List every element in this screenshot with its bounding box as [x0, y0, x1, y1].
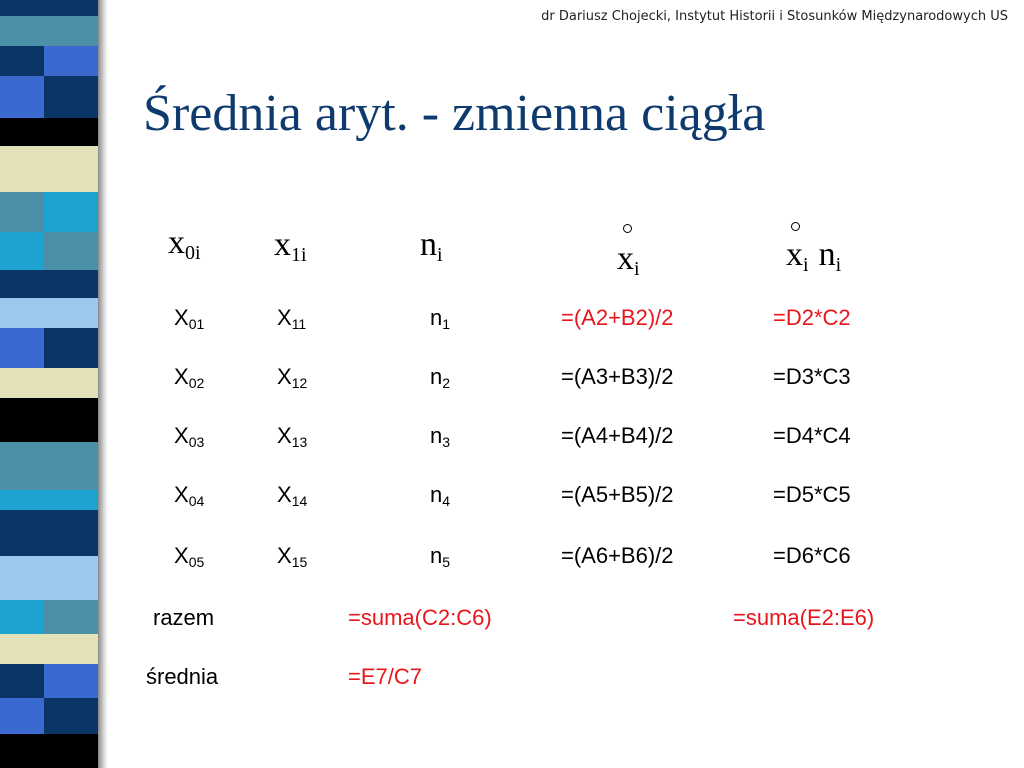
header-xini-sub1: i — [803, 254, 809, 276]
stripe-block — [0, 270, 44, 298]
midpoint-degree-mark — [623, 224, 632, 233]
cell-x0 — [174, 305, 204, 332]
stripe-block — [44, 398, 100, 442]
srednia-label: średnia — [146, 664, 219, 689]
cell-x1-base: X — [277, 423, 292, 448]
cell-x0 — [174, 423, 204, 450]
cell-n-sub: 1 — [442, 316, 451, 332]
stripe-block — [0, 328, 44, 368]
cell-n — [430, 305, 450, 332]
stripe-block — [44, 510, 100, 556]
razem-product-sum-formula: =suma(E2:E6) — [733, 605, 875, 630]
cell-x0 — [174, 364, 204, 391]
stripe-block — [0, 698, 44, 734]
cell-midpoint-formula: =(A3+B3)/2 — [561, 364, 674, 389]
cell-product-formula: =D6*C6 — [773, 543, 851, 568]
header-xini-sub2: i — [835, 254, 842, 276]
cell-n-base: n — [430, 305, 443, 330]
stripe-block — [44, 76, 100, 118]
razem-n-sum-formula: =suma(C2:C6) — [348, 605, 492, 630]
cell-x1-base: X — [277, 364, 292, 389]
header-xi-sub: i — [634, 258, 640, 280]
stripe-block — [44, 442, 100, 490]
cell-n — [430, 482, 450, 509]
author-attribution: dr Dariusz Chojecki, Instytut Historii i Stosunków Międzynarodowych US — [541, 9, 1008, 24]
stripe-shadow — [98, 0, 108, 768]
stripe-block — [0, 556, 44, 600]
stripe-block — [44, 600, 100, 634]
header-xi-base: x — [617, 240, 634, 277]
cell-x0 — [174, 482, 204, 509]
razem-label: razem — [153, 605, 215, 630]
stripe-block — [44, 368, 100, 398]
stripe-block — [0, 0, 44, 16]
cell-midpoint-formula: =(A5+B5)/2 — [561, 482, 674, 507]
stripe-block — [0, 118, 44, 146]
cell-midpoint-formula: =(A6+B6)/2 — [561, 543, 674, 568]
stripe-block — [44, 46, 100, 76]
cell-x1 — [277, 482, 307, 509]
stripe-block — [44, 490, 100, 510]
cell-x0-base: X — [174, 364, 189, 389]
stripe-block — [44, 298, 100, 328]
cell-x1-sub: 13 — [291, 434, 308, 450]
header-x0i — [168, 224, 201, 265]
stripe-block — [44, 192, 100, 232]
cell-x0-sub: 04 — [188, 493, 205, 509]
cell-n-sub: 3 — [442, 434, 451, 450]
cell-n-base: n — [430, 482, 443, 507]
header-x0i-sub: 0i — [185, 242, 201, 264]
stripe-block — [0, 442, 44, 490]
stripe-block — [0, 298, 44, 328]
stripe-block — [0, 232, 44, 270]
stripe-block — [44, 270, 100, 298]
cell-x0-base: X — [174, 423, 189, 448]
cell-n — [430, 364, 450, 391]
stripe-block — [0, 368, 44, 398]
stripe-block — [44, 664, 100, 698]
stripe-block — [0, 398, 44, 442]
cell-midpoint-formula: =(A2+B2)/2 — [561, 305, 674, 330]
cell-x0-base: X — [174, 305, 189, 330]
header-xini-base1: x — [786, 236, 803, 273]
stripe-block — [44, 0, 100, 16]
stripe-block — [0, 490, 44, 510]
cell-x0-base: X — [174, 543, 189, 568]
cell-x1 — [277, 543, 307, 570]
product-degree-mark — [791, 222, 800, 231]
cell-x0-sub: 03 — [188, 434, 205, 450]
stripe-block — [0, 634, 44, 664]
cell-product-formula: =D2*C2 — [773, 305, 851, 330]
cell-x1-base: X — [277, 482, 292, 507]
cell-x1 — [277, 364, 307, 391]
header-xi — [617, 240, 640, 281]
cell-x0 — [174, 543, 204, 570]
stripe-block — [0, 192, 44, 232]
header-ni — [420, 226, 443, 267]
cell-x1 — [277, 305, 306, 332]
stripe-block — [44, 556, 100, 600]
cell-n-base: n — [430, 423, 443, 448]
cell-n-sub: 2 — [442, 375, 451, 391]
stripe-block — [44, 146, 100, 192]
stripe-block — [0, 734, 44, 768]
header-x1i-base: x — [274, 226, 291, 263]
stripe-block — [44, 698, 100, 734]
cell-n-sub: 4 — [442, 493, 451, 509]
cell-x1-sub: 14 — [291, 493, 308, 509]
cell-x0-sub: 02 — [188, 375, 205, 391]
srednia-formula: =E7/C7 — [348, 664, 422, 689]
cell-n — [430, 423, 450, 450]
stripe-block — [44, 118, 100, 146]
cell-n-base: n — [430, 543, 443, 568]
cell-n — [430, 543, 450, 570]
stripe-block — [0, 510, 44, 556]
cell-x0-sub: 01 — [188, 316, 205, 332]
stripe-block — [0, 16, 44, 46]
cell-n-base: n — [430, 364, 443, 389]
stripe-block — [0, 76, 44, 118]
cell-x1-base: X — [277, 543, 292, 568]
header-xini-base2: n — [818, 236, 836, 273]
stripe-block — [44, 232, 100, 270]
header-ni-base: n — [420, 226, 437, 263]
stripe-block — [0, 146, 44, 192]
header-ni-sub: i — [437, 244, 443, 266]
stripe-block — [0, 664, 44, 698]
cell-x0-base: X — [174, 482, 189, 507]
cell-x1-sub: 12 — [291, 375, 308, 391]
stripe-block — [44, 328, 100, 368]
cell-product-formula: =D4*C4 — [773, 423, 851, 448]
slide-title: Średnia aryt. - zmienna ciągła — [143, 85, 766, 142]
header-x0i-base: x — [168, 224, 185, 261]
cell-product-formula: =D5*C5 — [773, 482, 851, 507]
cell-n-sub: 5 — [442, 554, 451, 570]
header-xini — [786, 236, 841, 277]
cell-x1-sub: 11 — [291, 316, 307, 332]
stripe-block — [44, 16, 100, 46]
stripe-block — [0, 600, 44, 634]
header-x1i — [274, 226, 307, 267]
cell-product-formula: =D3*C3 — [773, 364, 851, 389]
stripe-block — [44, 634, 100, 664]
cell-x0-sub: 05 — [188, 554, 205, 570]
header-x1i-sub: 1i — [291, 244, 307, 266]
cell-x1-sub: 15 — [291, 554, 308, 570]
stripe-block — [0, 46, 44, 76]
cell-midpoint-formula: =(A4+B4)/2 — [561, 423, 674, 448]
stripe-block — [44, 734, 100, 768]
cell-x1 — [277, 423, 307, 450]
cell-x1-base: X — [277, 305, 292, 330]
